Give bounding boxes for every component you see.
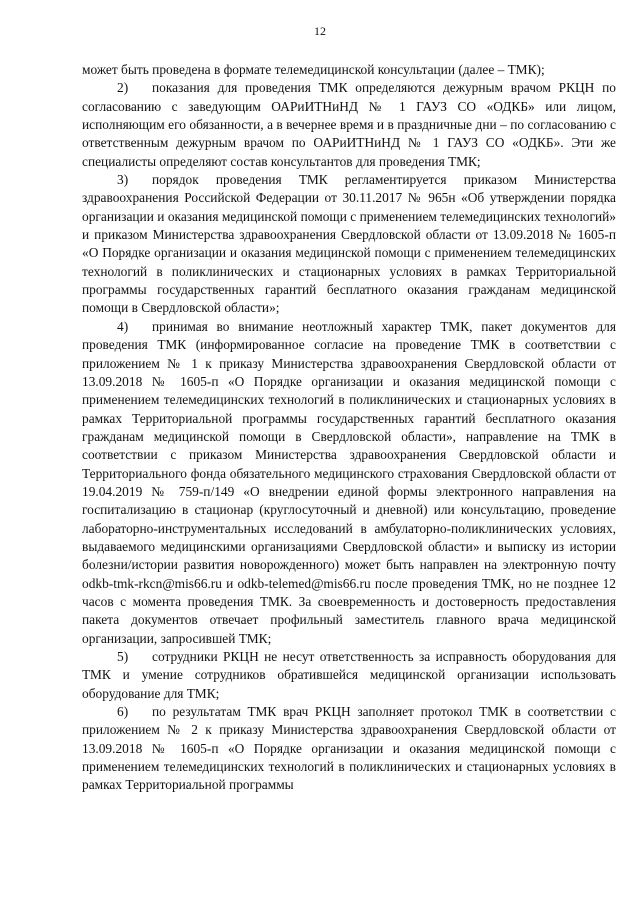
list-item-text: по результатам ТМК врач РКЦН заполняет протокол ТМК в соответствии с приложением № 2 к приказу Министерства здравоохранения Свердловской области от 13.09.2018 № 1605-п «О Порядке организации и оказания медицинской помощи с применением телемедицинских технологий в поликлинических и стационарных условиях в рамках Территориальной программы <box>82 704 616 793</box>
list-item-text: принимая во внимание неотложный характер ТМК, пакет документов для проведения ТМК (информированное согласие на проведение ТМК в соответствии с приложением № 1 к приказу Министерства здравоохранения Свердловской области от 13.09.2018 № 1605-п «О Порядке организации и оказания медицинской помощи с применением телемедицинских технологий в поликлинических и стационарных условиях в рамках Территориальной программы государственных гарантий бесплатного оказания гражданам медицинской помощи в Свердловской области», направление на ТМК в соответствии с приказом Министерства здравоохранения Свердловской области и Территориального фонда обязательного медицинского страхования Свердловской области от 19.04.2019 № 759-п/149 «О внедрении единой формы электронного направления на госпитализацию в стационар (круглосуточный и дневной) или консультацию, проведение лабораторно-инструментальных исследований в амбулаторно-поликлинических условиях, выдаваемого медицинскими организациями Свердловской области» и выписку из истории болезни/истории развития новорожденного) может быть направлен на электронную почту odkb-tmk-rkcn@mis66.ru и odkb-telemed@mis66.ru после проведения ТМК, но не позднее 12 часов с момента проведения ТМК. За своевременность и достоверность предоставления пакета документов отвечает профильный заместитель главного врача медицинской организации, запросившей ТМК; <box>82 318 616 646</box>
list-item-number: 3) <box>117 172 129 188</box>
list-item-number: 2) <box>117 80 129 96</box>
list-item-text: порядок проведения ТМК регламентируется приказом Министерства здравоохранения Российской Федерации от 30.11.2017 № 965н «Об утверждении порядка организации и оказания медицинской помощи с применением телемедицинских технологий» и приказом Министерства здравоохранения Свердловской области от 13.09.2018 № 1605-п «О Порядке организации и оказания медицинской помощи с применением телемедицинских технологий в поликлинических и стационарных условиях в рамках Территориальной программы государственных гарантий бесплатного оказания гражданам медицинской помощи в Свердловской области»; <box>82 172 616 316</box>
list-item-5 <box>82 648 616 703</box>
list-item-number: 5) <box>117 649 129 664</box>
document-body <box>82 61 616 795</box>
page-number: 12 <box>314 24 326 38</box>
intro-paragraph: может быть проведена в формате телемедицинской консультации (далее – ТМК); <box>82 62 545 77</box>
list-item-4 <box>82 318 616 648</box>
list-item-3 <box>82 171 616 318</box>
list-item-number: 6) <box>117 704 129 720</box>
list-item-number: 4) <box>117 318 129 334</box>
list-item-text: сотрудники РКЦН не несут ответственность за исправность оборудования для ТМК и умение сотрудников обратившейся медицинской организации использовать оборудование для ТМК; <box>82 649 616 701</box>
list-item-6 <box>82 703 616 795</box>
list-item-text: показания для проведения ТМК определяются дежурным врачом РКЦН по согласованию с заведующим ОАРиИТНиНД № 1 ГАУЗ СО «ОДКБ» или лицом, исполняющим его обязанности, а в вечернее время и в праздничные дни – по согласованию с ответственным дежурным врачом по ОАРиИТНиНД № 1 ГАУЗ СО «ОДКБ». Эти же специалисты определяют состав консультантов для проведения ТМК; <box>82 80 616 169</box>
list-item-2 <box>82 79 616 171</box>
